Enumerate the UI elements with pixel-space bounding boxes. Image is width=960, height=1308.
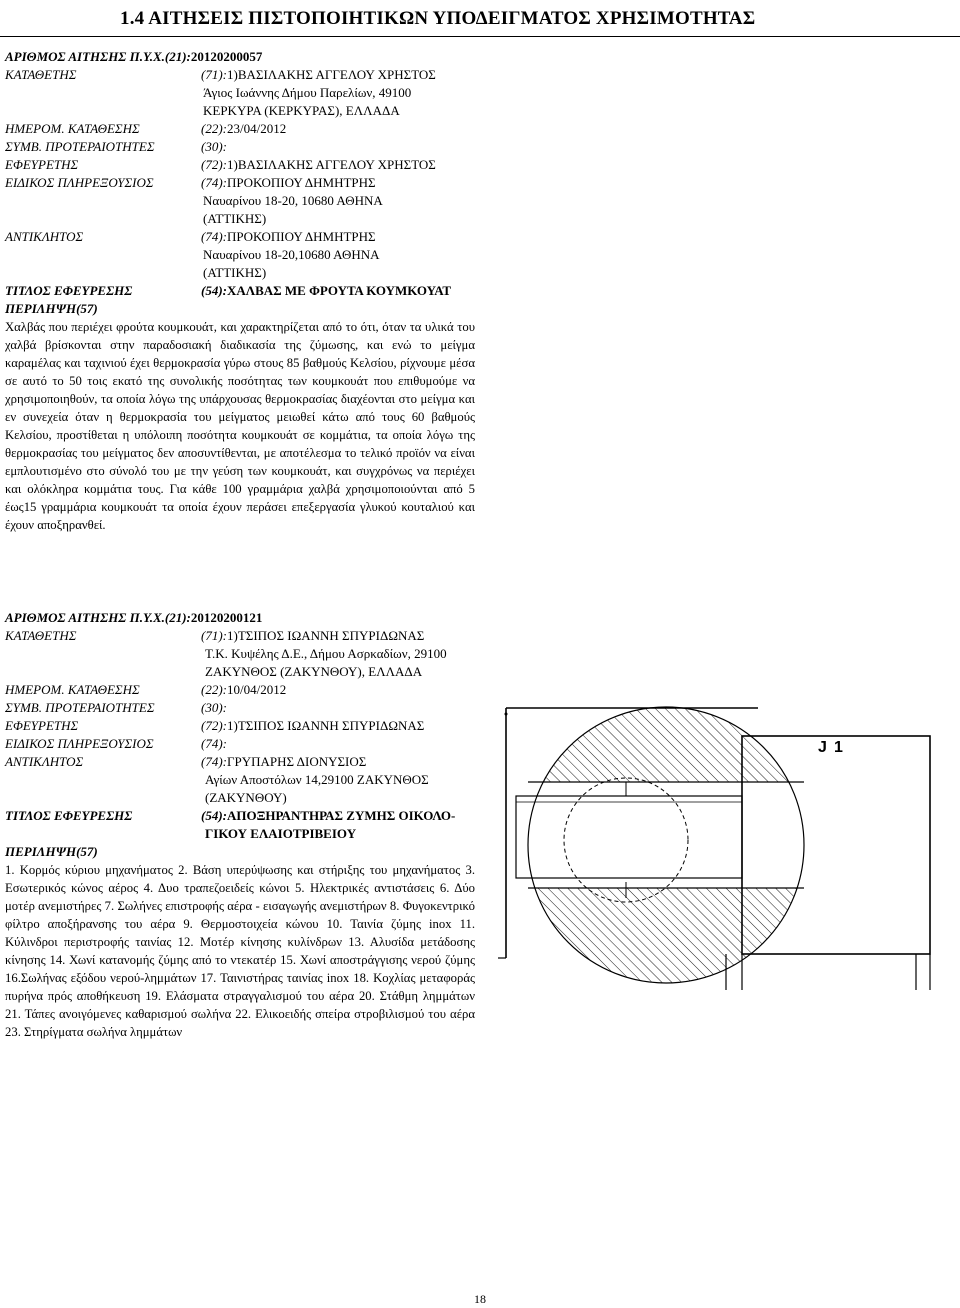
filing-date-code: (22): [201, 682, 227, 697]
abstract-text: Χαλβάς που περιέχει φρούτα κουμκουάτ, και χαρακτηρίζεται από το ότι, όταν τα υλικά του χαλβά βρίσκονται στην παραδοσιακή διαδικασία της ζύμωσης, και ενώ το μείγμα καραμέλας και ταχινιού έχει θερμοκρασία γύρω στους 85 βαθμούς Κελσίου, ρίχνουμε μέσα σε αυτό το 50 τοις εκατό της συνολικής ποσότητας των κουμκουάτ που επιθυμούμε να χρησιμοποιηθούν, τα οποία λόγω της υπάρχουσας θερμοκρασίας διαχέονται στο μείγμα και εν συνεχεία όταν η θερμοκρασία του μείγματος μειωθεί κάτω από τους 60 βαθμούς Κελσίου, προστίθεται η υπόλοιπη ποσότητα κουμκουάτ σε κομμάτια, τα οποία λόγω της θερμοκρασίας του μείγματος δεν αποσυντίθενται, με αποτέλεσμα το τελικό προϊόν να είναι εμπλουτισμένο στο σύνολό του με την γεύση των κουμκουάτ, και συγχρόνως να περιέχει και ολόκληρα κομμάτια τους. Για κάθε 100 γραμμάρια χαλβά χρησιμοποιούνται από 5 έως15 γραμμάρια κουμκουάτ τα οποία έχουν περάσει επεξεργασία γλυκού κουταλιού και έχουν αποξηρανθεί. [5, 320, 475, 532]
attorney-label: ΕΙΔΙΚΟΣ ΠΛΗΡΕΞΟΥΣΙΟΣ [5, 175, 154, 190]
priority-label: ΣΥΜΒ. ΠΡΟΤΕΡΑΙΟΤΗΤΕΣ [5, 139, 155, 154]
filing-date-label: ΗΜΕΡΟΜ. ΚΑΤΑΘΕΣΗΣ [5, 121, 140, 136]
depositor-row [5, 66, 475, 84]
inventor-label: ΕΦΕΥΡΕΤΗΣ [5, 157, 79, 172]
inventor-name: 1)ΒΑΣΙΛΑΚΗΣ ΑΓΓΕΛΟΥ ΧΡΗΣΤΟΣ [227, 157, 436, 172]
depositor-label: ΚΑΤΑΘΕΤΗΣ [5, 67, 77, 82]
technical-drawing-figure [498, 700, 943, 990]
attorney-name: ΠΡΟΚΟΠΙΟΥ ΔΗΜΗΤΡΗΣ [227, 175, 376, 190]
invention-title-label: ΤΙΤΛΟΣ ΕΦΕΥΡΕΣΗΣ [5, 283, 133, 298]
invention-title-row [5, 807, 475, 825]
inventor-code: (72): [201, 718, 227, 733]
attorney-code: (74): [201, 175, 227, 190]
filing-date-code: (22): [201, 121, 227, 136]
agent-address-line: (ΑΤΤΙΚΗΣ) [203, 265, 267, 280]
invention-title-row [5, 282, 475, 300]
filing-date: 23/04/2012 [227, 121, 287, 136]
filing-date-row [5, 681, 475, 699]
inventor-row [5, 717, 475, 735]
depositor-name: 1)ΒΑΣΙΛΑΚΗΣ ΑΓΓΕΛΟΥ ΧΡΗΣΤΟΣ [227, 67, 436, 82]
application-number-line [5, 48, 475, 66]
attorney-row [5, 174, 475, 192]
invention-title-label: ΤΙΤΛΟΣ ΕΦΕΥΡΕΣΗΣ [5, 808, 133, 823]
attorney-code: (74): [201, 736, 227, 751]
figure-label-j: J [818, 739, 827, 756]
drum-outline [516, 704, 818, 988]
page-number: 18 [474, 1292, 486, 1306]
application-entry-2 [5, 609, 475, 1041]
priority-row [5, 699, 475, 717]
application-number-label: ΑΡΙΘΜΟΣ ΑΙΤΗΣΗΣ Π.Υ.Χ.(21): [5, 49, 191, 64]
figure-label-1: 1 [834, 739, 843, 756]
invention-title-continued: ΓΙΚΟΥ ΕΛΑΙΟΤΡΙΒΕΙΟΥ [205, 826, 357, 841]
depositor-name: 1)ΤΣΙΠΟΣ ΙΩΑΝΝΗ ΣΠΥΡΙΔΩΝΑΣ [227, 628, 425, 643]
agent-row [5, 753, 475, 771]
application-number-label: ΑΡΙΘΜΟΣ ΑΙΤΗΣΗΣ Π.Υ.Χ.(21): [5, 610, 191, 625]
filing-date: 10/04/2012 [227, 682, 287, 697]
attorney-address-line: (ΑΤΤΙΚΗΣ) [203, 211, 267, 226]
agent-label: ΑΝΤΙΚΛΗΤΟΣ [5, 229, 84, 244]
inventor-label: ΕΦΕΥΡΕΤΗΣ [5, 718, 79, 733]
depositor-address-line: ΚΕΡΚΥΡΑ (ΚΕΡΚΥΡΑΣ), ΕΛΛΑΔΑ [203, 103, 400, 118]
abstract-text: 1. Κορμός κύριου μηχανήματος 2. Βάση υπερύψωσης και στήριξης του μηχανήματος 3. Εσωτερικός κώνος αέρος 4. Δυο τραπεζοειδείς κώνοι 5. Ηλεκτρικές αντιστάσεις 6. Δύο μοτέρ ανεμιστήρες 7. Σωλήνες επιστροφής αέρα - εισαγωγής ανεμιστήρων 8. Φυγοκεντρικό φίλτρο αποξήρανσης του αέρα 9. Θερμοστοιχεία κώνου 10. Ταινία ζύμης inox 11. Κύλινδροι περιστροφής ταινίας 12. Μοτέρ κίνησης κυλίνδρων 13. Αλυσίδα μετάδοσης κίνησης 14. Χωνί κατανομής ζύμης από το ντεκατέρ 15. Χωνί αποστράγγισης νερού ζύμης 16.Σωλήνας εξόδου νερού-λημμάτων 17. Ταινιστήρας ταινίας inox 18. Κοχλίας μεταφοράς πυρήνα πρός αποθήκευση 19. Ελάσματα στραγγαλισμού του αέρα 20. Στάθμη λημμάτων 21. Τάπες ανοιγόμενες καθαρισμού σωλήνα 22. Ελικοειδής σπείρα στροβιλισμού του αέρα 23. Στηρίγματα σωλήνα λημμάτων [5, 863, 475, 1039]
attorney-label: ΕΙΔΙΚΟΣ ΠΛΗΡΕΞΟΥΣΙΟΣ [5, 736, 154, 751]
priority-code: (30): [201, 139, 227, 154]
application-entry-1 [5, 48, 475, 534]
agent-name: ΠΡΟΚΟΠΙΟΥ ΔΗΜΗΤΡΗΣ [227, 229, 376, 244]
agent-address-line: Ναυαρίνου 18-20,10680 ΑΘΗΝΑ [203, 247, 380, 262]
application-number: 20120200121 [190, 610, 263, 625]
agent-address-line: Αγίων Αποστόλων 14,29100 ΖΑΚΥΝΘΟΣ [205, 772, 429, 787]
label-tags [818, 739, 843, 756]
depositor-code: (71): [201, 628, 227, 643]
invention-title-code: (54): [201, 808, 227, 823]
page-heading: 1.4 ΑΙΤΗΣΕΙΣ ΠΙΣΤΟΠΟΙΗΤΙΚΩΝ ΥΠΟΔΕΙΓΜΑΤΟΣ ΧΡΗΣΙΜΟΤΗΤΑΣ [120, 8, 756, 29]
invention-title: ΧΑΛΒΑΣ ΜΕ ΦΡΟΥΤΑ ΚΟΥΜΚΟΥΑΤ [227, 283, 452, 298]
attorney-address-line: Ναυαρίνου 18-20, 10680 ΑΘΗΝΑ [203, 193, 383, 208]
abstract-label: ΠΕΡΙΛΗΨΗ(57) [5, 301, 98, 316]
filing-date-row [5, 120, 475, 138]
abstract-label: ΠΕΡΙΛΗΨΗ(57) [5, 844, 98, 859]
application-number-line [5, 609, 475, 627]
priority-code: (30): [201, 700, 227, 715]
depositor-row [5, 627, 475, 645]
agent-code: (74): [201, 754, 227, 769]
attorney-row [5, 735, 475, 753]
depositor-address-line: Τ.Κ. Κυψέλης Δ.Ε., Δήμου Ασρκαδίων, 29100 [205, 646, 447, 661]
agent-code: (74): [201, 229, 227, 244]
filing-date-label: ΗΜΕΡΟΜ. ΚΑΤΑΘΕΣΗΣ [5, 682, 140, 697]
depositor-label: ΚΑΤΑΘΕΤΗΣ [5, 628, 77, 643]
heading-rule [0, 36, 960, 37]
agent-row [5, 228, 475, 246]
depositor-code: (71): [201, 67, 227, 82]
inventor-row [5, 156, 475, 174]
inventor-name: 1)ΤΣΙΠΟΣ ΙΩΑΝΝΗ ΣΠΥΡΙΔΩΝΑΣ [227, 718, 425, 733]
agent-name: ΓΡΥΠΑΡΗΣ ΔΙΟΝΥΣΙΟΣ [227, 754, 367, 769]
depositor-address-line: ΖΑΚΥΝΘΟΣ (ΖΑΚΥΝΘΟΥ), ΕΛΛΑΔΑ [205, 664, 423, 679]
priority-label: ΣΥΜΒ. ΠΡΟΤΕΡΑΙΟΤΗΤΕΣ [5, 700, 155, 715]
agent-label: ΑΝΤΙΚΛΗΤΟΣ [5, 754, 84, 769]
agent-address-line: (ΖΑΚΥΝΘΟΥ) [205, 790, 287, 805]
priority-row [5, 138, 475, 156]
depositor-address-line: Άγιος Ιωάννης Δήμου Παρελίων, 49100 [203, 85, 412, 100]
inventor-code: (72): [201, 157, 227, 172]
invention-title: ΑΠΟΞΗΡΑΝΤΗΡΑΣ ΖΥΜΗΣ ΟΙΚΟΛΟ- [227, 808, 456, 823]
application-number: 20120200057 [190, 49, 263, 64]
invention-title-code: (54): [201, 283, 227, 298]
